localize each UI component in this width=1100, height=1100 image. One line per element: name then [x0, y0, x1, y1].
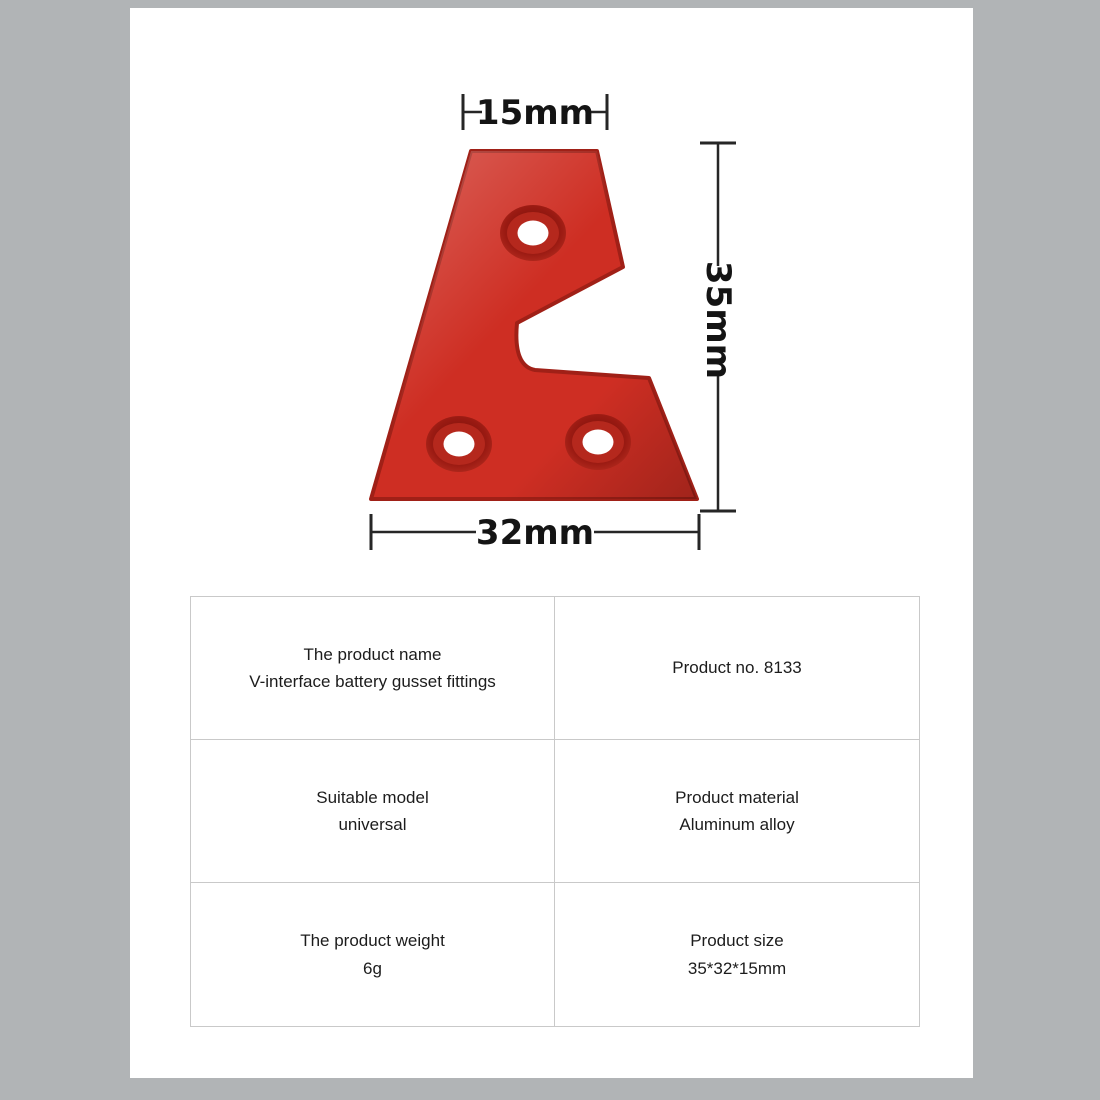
- gusset-part-shape: [371, 151, 697, 499]
- spec-line: The product name: [303, 644, 442, 664]
- spec-line: V-interface battery gusset fittings: [249, 672, 496, 691]
- product-diagram: [130, 8, 973, 588]
- spec-cell-suitable-model: [191, 740, 555, 883]
- spec-line: The product weight: [300, 931, 445, 951]
- spec-line: Product no. 8133: [672, 658, 802, 678]
- spec-line: Product material: [675, 787, 799, 807]
- dimension-label-bottom-width: 32mm: [475, 513, 595, 553]
- screw-hole-bottom-right: [565, 414, 631, 470]
- spec-line: Product size: [690, 931, 784, 951]
- dimension-label-height: 35mm: [698, 260, 738, 380]
- product-card: [130, 8, 973, 1078]
- spec-line: 35*32*15mm: [687, 958, 787, 978]
- spec-line: Suitable model: [316, 787, 429, 807]
- spec-table: [190, 596, 920, 1027]
- spec-cell-product-no: [555, 597, 919, 740]
- spec-cell-product-size: [555, 883, 919, 1026]
- spec-line: universal: [338, 815, 407, 834]
- spec-cell-product-weight: [191, 883, 555, 1026]
- spec-cell-product-material: [555, 740, 919, 883]
- spec-line: 6g: [363, 958, 382, 978]
- spec-cell-product-name: [191, 597, 555, 740]
- dimension-label-top-width: 15mm: [475, 93, 595, 133]
- screw-hole-top: [500, 205, 566, 261]
- spec-line: Aluminum alloy: [679, 815, 795, 834]
- screw-hole-bottom-left: [426, 416, 492, 472]
